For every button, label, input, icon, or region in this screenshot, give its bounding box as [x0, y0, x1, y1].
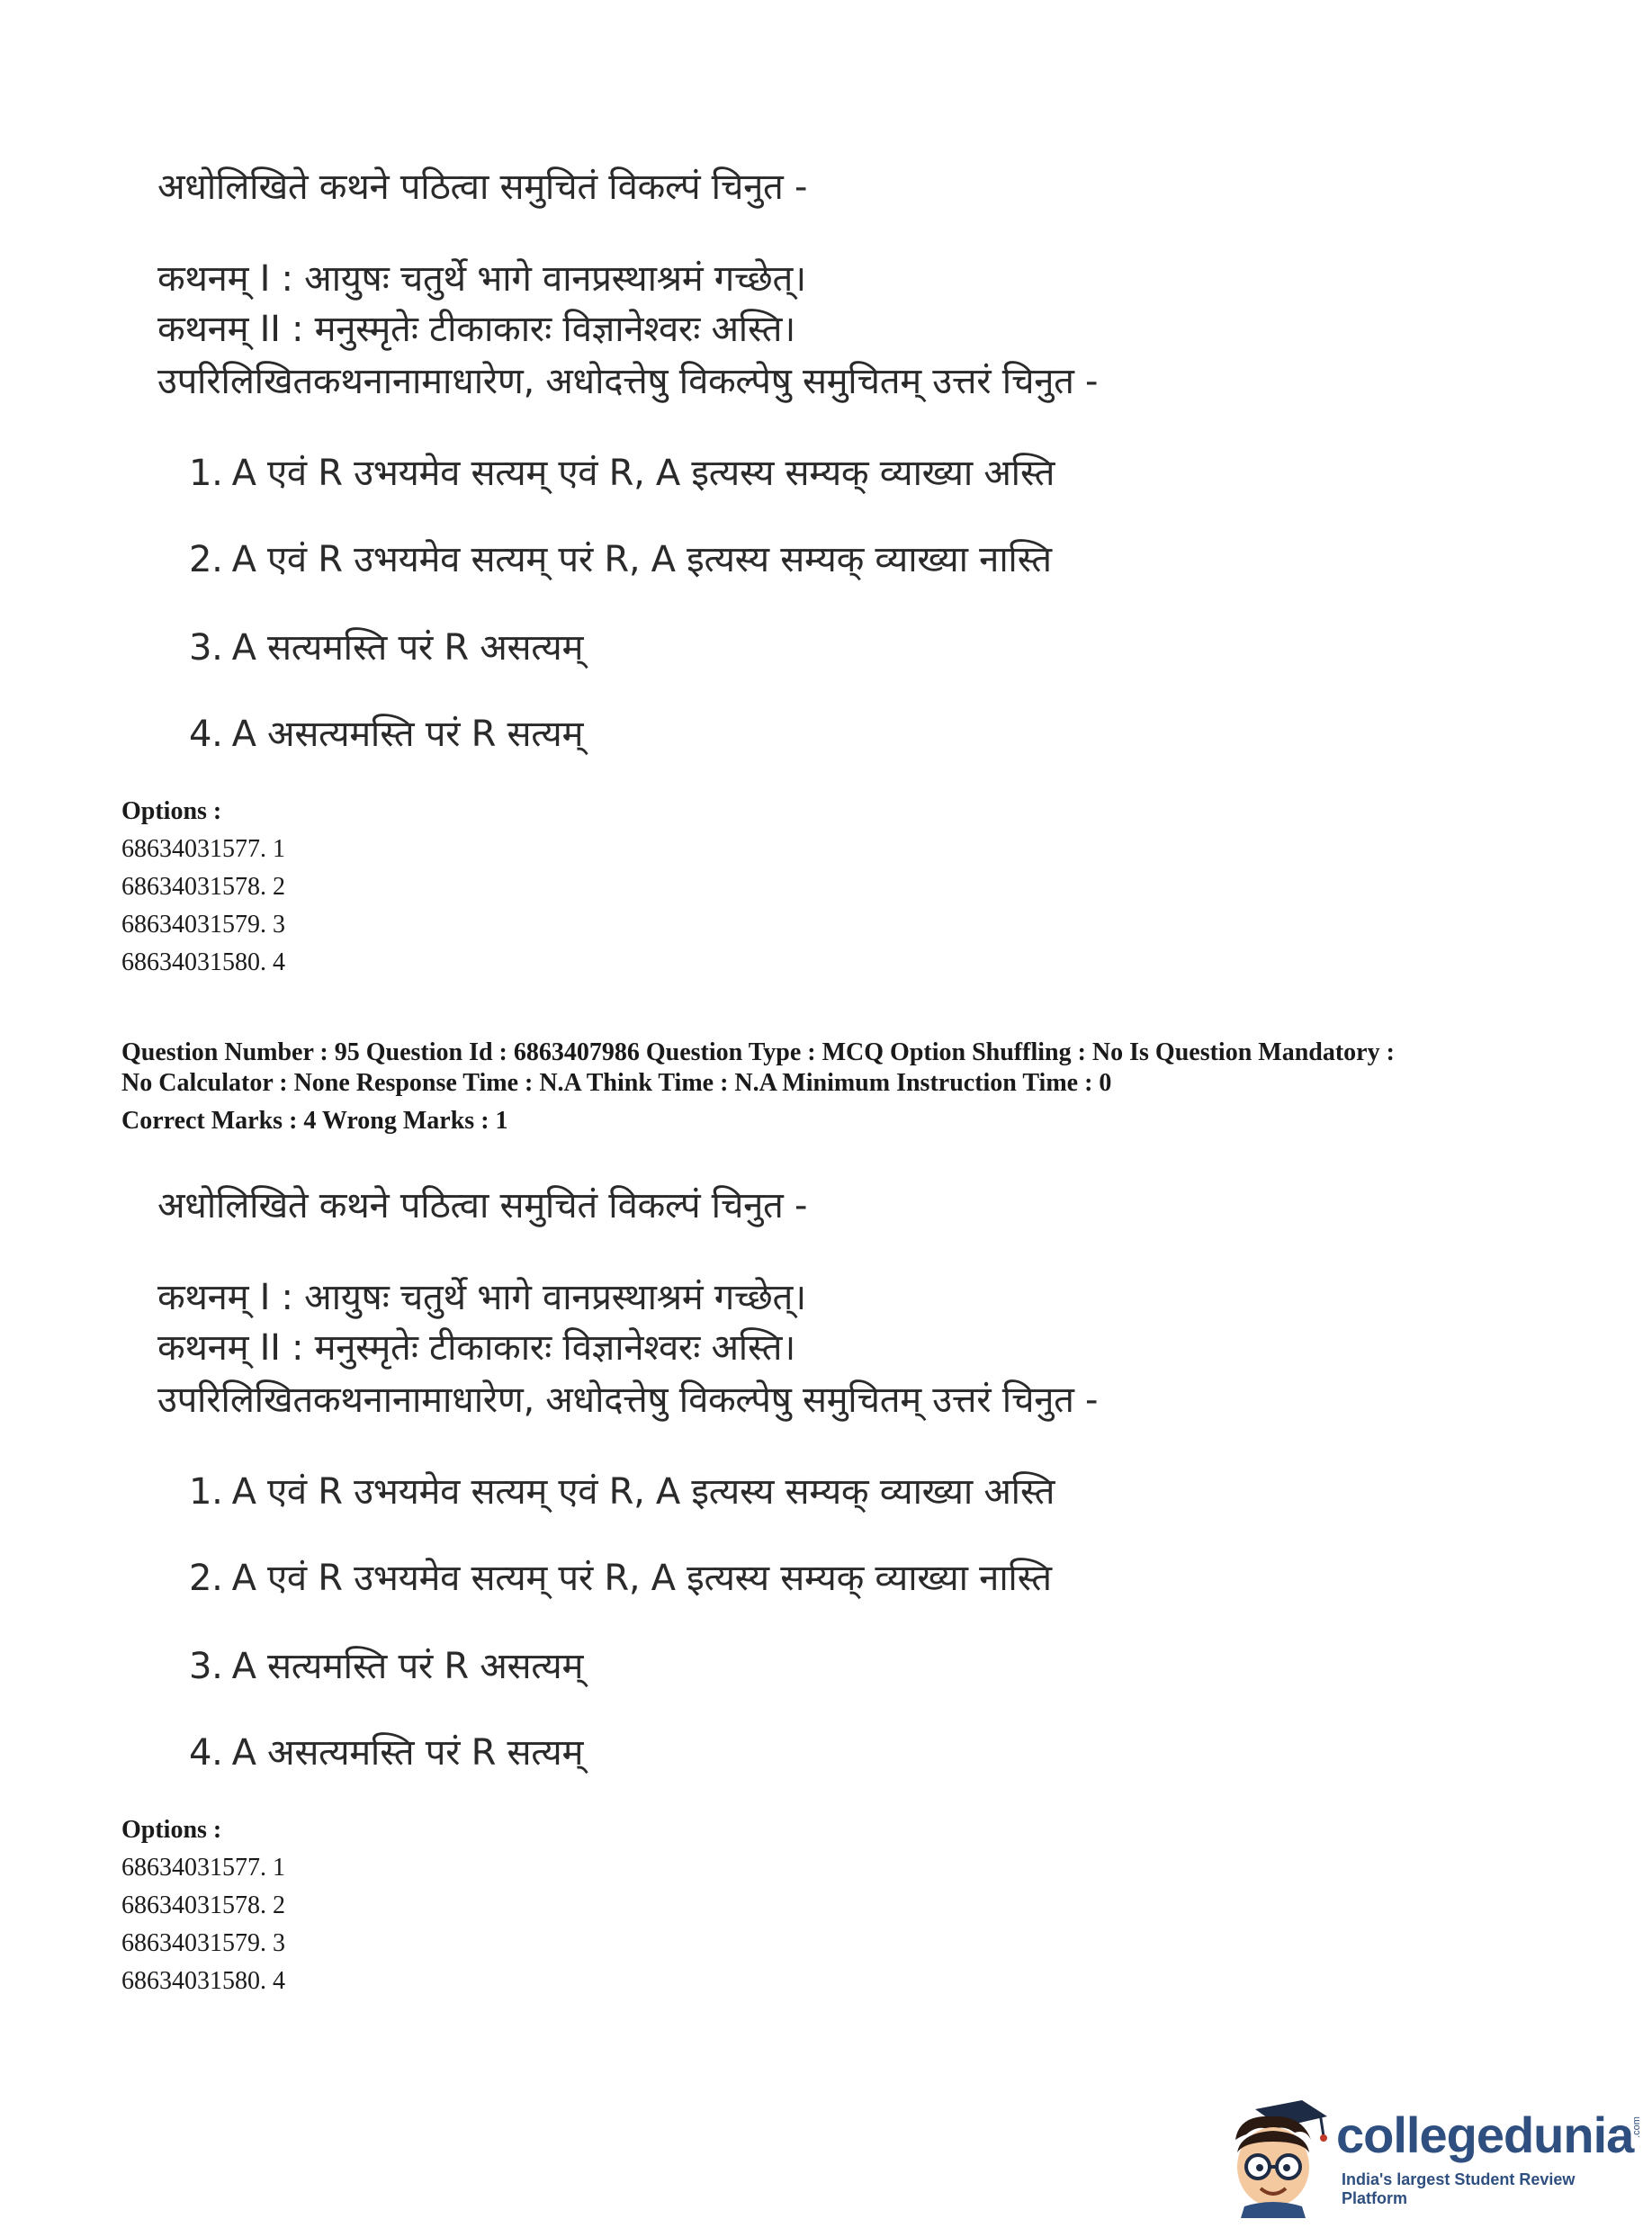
logo-suffix: .com: [1630, 2116, 1642, 2138]
choice-text: A सत्यमस्ति परं R असत्यम्: [231, 1646, 584, 1687]
logo-tagline: India's largest Student Review Platform: [1342, 2170, 1576, 2207]
question-meta-line-1: Question Number : 95 Question Id : 6863407986 Question Type : MCQ Option Shuffling : No Is Question Mandatory :: [121, 1038, 1395, 1066]
question-prompt: उपरिलिखितकथनानामाधारेण, अधोदत्तेषु विकल्पेषु समुचितम् उत्तरं चिनुत -: [157, 361, 1099, 402]
choice-text: A सत्यमस्ति परं R असत्यम्: [231, 627, 584, 669]
choice-number: 1.: [189, 1471, 223, 1513]
question-meta-line-2: No Calculator : None Response Time : N.A Think Time : N.A Minimum Instruction Time : 0: [121, 1069, 1112, 1097]
choice-text: A असत्यमस्ति परं R सत्यम्: [231, 1732, 584, 1774]
choice-2: [189, 533, 1052, 582]
question-marks: Correct Marks : 4 Wrong Marks : 1: [121, 1107, 508, 1135]
choice-text: A एवं R उभयमेव सत्यम् परं R, A इत्यस्य सम्यक् व्याख्या नास्ति: [231, 1558, 1052, 1599]
question-instruction: अधोलिखिते कथने पठित्वा समुचितं विकल्पं चिनुत -: [157, 166, 808, 208]
choice-1: [189, 446, 1055, 496]
choice-text: A असत्यमस्ति परं R सत्यम्: [231, 714, 584, 755]
question-instruction: अधोलिखिते कथने पठित्वा समुचितं विकल्पं चिनुत -: [157, 1185, 808, 1226]
collegedunia-logo: [1219, 2097, 1642, 2218]
choice-3: [189, 621, 583, 670]
choice-4: [189, 1726, 583, 1775]
logo-wordmark: collegedunia: [1336, 2107, 1634, 2163]
option-id-4: 68634031580. 4: [121, 948, 285, 976]
choice-number: 1.: [189, 453, 223, 494]
choice-number: 3.: [189, 1646, 223, 1687]
option-id-2: 68634031578. 2: [121, 1891, 285, 1919]
choice-number: 2.: [189, 539, 223, 580]
choice-number: 3.: [189, 627, 223, 669]
question-prompt: उपरिलिखितकथनानामाधारेण, अधोदत्तेषु विकल्पेषु समुचितम् उत्तरं चिनुत -: [157, 1379, 1099, 1421]
choice-4: [189, 707, 583, 757]
option-id-1: 68634031577. 1: [121, 1854, 285, 1882]
choice-text: A एवं R उभयमेव सत्यम् एवं R, A इत्यस्य सम्यक् व्याख्या अस्ति: [231, 453, 1055, 494]
option-id-1: 68634031577. 1: [121, 835, 285, 863]
option-id-3: 68634031579. 3: [121, 911, 285, 939]
option-id-3: 68634031579. 3: [121, 1929, 285, 1957]
option-id-2: 68634031578. 2: [121, 873, 285, 901]
choice-2: [189, 1551, 1052, 1601]
statement-1: कथनम् I : आयुषः चतुर्थे भागे वानप्रस्थाश्रमं गच्छेत्।: [157, 1277, 806, 1318]
choice-text: A एवं R उभयमेव सत्यम् परं R, A इत्यस्य सम्यक् व्याख्या नास्ति: [231, 539, 1052, 580]
option-id-4: 68634031580. 4: [121, 1967, 285, 1995]
statement-1: कथनम् I : आयुषः चतुर्थे भागे वानप्रस्थाश्रमं गच्छेत्।: [157, 258, 806, 300]
choice-number: 4.: [189, 714, 223, 755]
choice-3: [189, 1640, 583, 1689]
choice-number: 2.: [189, 1558, 223, 1599]
choice-number: 4.: [189, 1732, 223, 1774]
statement-2: कथनम् II : मनुस्मृतेः टीकाकारः विज्ञानेश्वरः अस्ति।: [157, 1327, 795, 1369]
choice-1: [189, 1465, 1055, 1514]
statement-2: कथनम् II : मनुस्मृतेः टीकाकारः विज्ञानेश्वरः अस्ति।: [157, 309, 795, 350]
choice-text: A एवं R उभयमेव सत्यम् एवं R, A इत्यस्य सम्यक् व्याख्या अस्ति: [231, 1471, 1055, 1513]
mascot-icon: [1219, 2097, 1336, 2218]
options-label: Options :: [121, 1816, 222, 1844]
options-label: Options :: [121, 797, 222, 825]
